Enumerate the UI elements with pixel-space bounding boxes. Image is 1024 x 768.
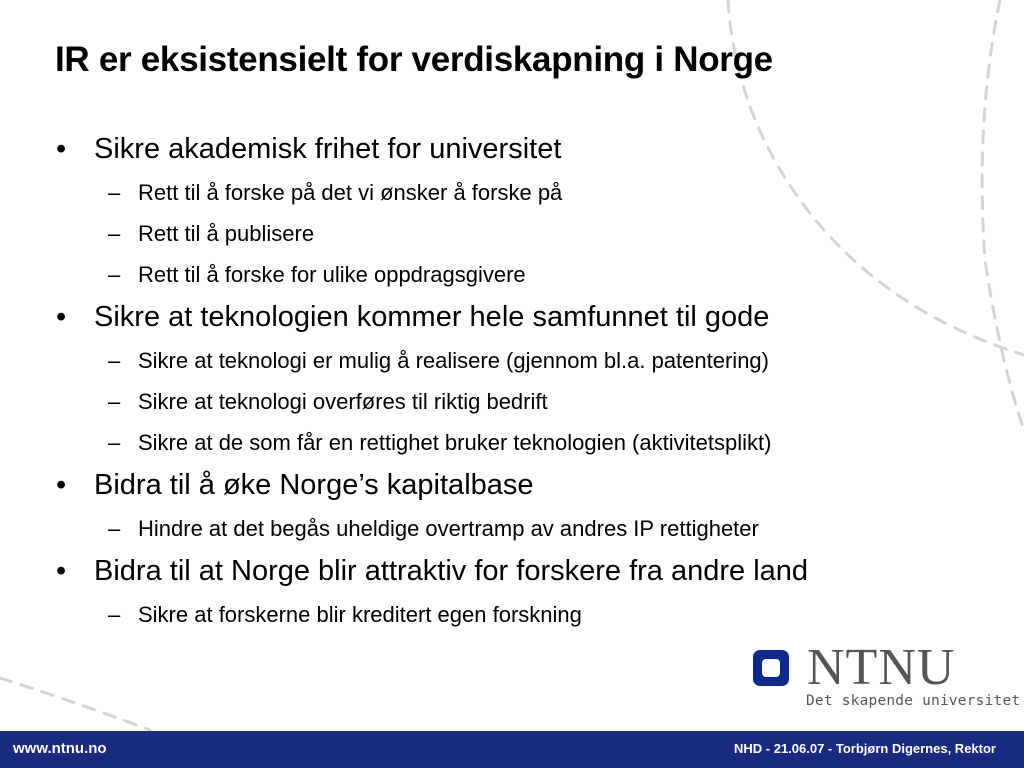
sub-bullet-marker: –: [108, 262, 121, 287]
ntnu-logo: [752, 639, 1021, 716]
bullet-text: Bidra til å øke Norge’s kapitalbase: [94, 469, 534, 501]
bullet-item: [0, 300, 1024, 334]
sub-bullet-text: Rett til å publisere: [138, 221, 315, 246]
bullet-marker: •: [56, 555, 67, 587]
sub-bullet-item: [0, 220, 1024, 248]
bullet-marker: •: [56, 133, 67, 165]
bullet-text: Sikre akademisk frihet for universitet: [94, 133, 562, 165]
sub-bullet-item: [0, 179, 1024, 207]
bullet-item: [0, 468, 1024, 502]
footer-bar: [0, 731, 1024, 768]
sub-bullet-item: [0, 429, 1024, 457]
sub-bullet-marker: –: [108, 180, 121, 205]
sub-bullet-text: Sikre at forskerne blir kreditert egen forskning: [138, 602, 582, 627]
sub-bullet-text: Rett til å forske på det vi ønsker å forske på: [138, 180, 563, 205]
sub-bullet-marker: –: [108, 221, 121, 246]
sub-bullet-text: Hindre at det begås uheldige overtramp av andres IP rettigheter: [138, 516, 759, 541]
bullet-item: [0, 132, 1024, 166]
sub-bullet-text: Rett til å forske for ulike oppdragsgivere: [138, 262, 526, 287]
bullet-text: Sikre at teknologien kommer hele samfunnet til gode: [94, 301, 770, 333]
bullet-marker: •: [56, 469, 67, 501]
sub-bullet-marker: –: [108, 602, 121, 627]
sub-bullet-item: [0, 388, 1024, 416]
sub-bullet-marker: –: [108, 348, 121, 373]
ntnu-square-logo-icon: [753, 650, 789, 686]
sub-bullet-item: [0, 601, 1024, 629]
bullet-marker: •: [56, 301, 67, 333]
logo-wordmark: NTNU: [807, 639, 956, 696]
bullet-item: [0, 554, 1024, 588]
sub-bullet-marker: –: [108, 430, 121, 455]
sub-bullet-text: Sikre at teknologi overføres til riktig bedrift: [138, 389, 548, 414]
sub-bullet-marker: –: [108, 516, 121, 541]
footer-credit: NHD - 21.06.07 - Torbjørn Digernes, Rektor: [734, 741, 996, 756]
dashed-arc-left: [0, 678, 150, 730]
sub-bullet-item: [0, 261, 1024, 289]
footer-url-link[interactable]: www.ntnu.no: [13, 740, 107, 757]
bullet-text: Bidra til at Norge blir attraktiv for forskere fra andre land: [94, 555, 809, 587]
bullet-list: [0, 132, 1024, 629]
sub-bullet-text: Sikre at de som får en rettighet bruker teknologien (aktivitetsplikt): [138, 430, 772, 455]
sub-bullet-text: Sikre at teknologi er mulig å realisere (gjennom bl.a. patentering): [138, 348, 769, 373]
sub-bullet-item: [0, 515, 1024, 543]
logo-tagline: Det skapende universitet: [806, 693, 1021, 709]
sub-bullet-item: [0, 347, 1024, 375]
slide-title: IR er eksistensielt for verdiskapning i Norge: [55, 40, 773, 79]
sub-bullet-marker: –: [108, 389, 121, 414]
